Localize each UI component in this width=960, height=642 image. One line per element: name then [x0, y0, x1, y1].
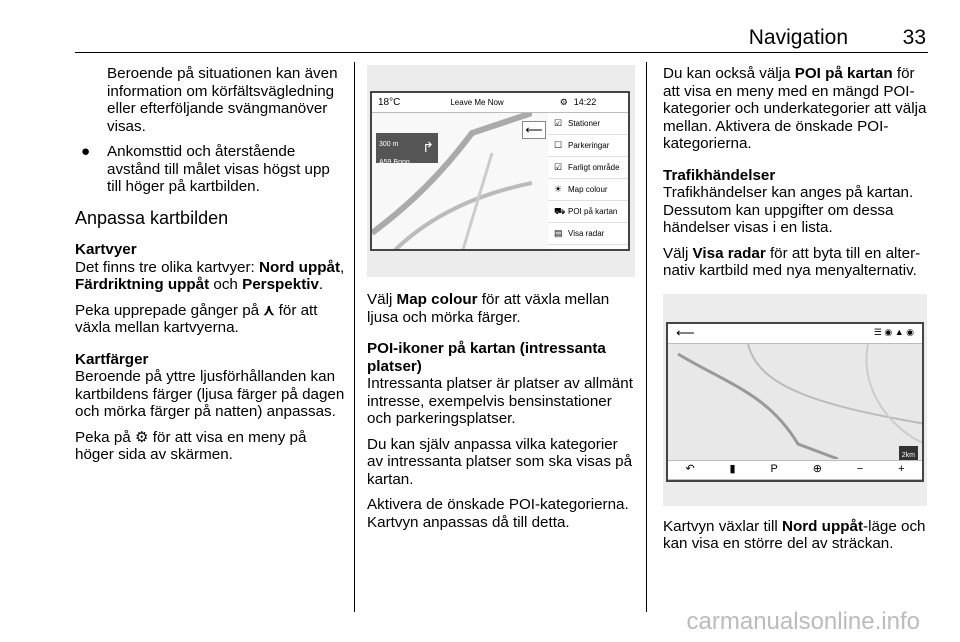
paragraph: Intressanta platser är platser av allmänt intresse, exempelvis bensinstationer och parkeringsplatser.: [367, 375, 633, 427]
parking-button[interactable]: P: [770, 462, 778, 475]
scale-indicator: 2km: [899, 446, 918, 466]
paragraph: [75, 429, 347, 464]
text: för att visa en meny med en mängd POI-kategorier och underkategorier att välja mellan. Aktivera de önskade POI-kategorierna.: [663, 65, 927, 152]
subheading: POI-ikoner på kartan (intressanta platser): [367, 340, 606, 375]
checkbox-icon: ☐: [554, 139, 563, 150]
menu-item-radar[interactable]: [548, 223, 630, 245]
paragraph: [663, 518, 927, 553]
fuel-button[interactable]: ▮: [729, 462, 736, 475]
sun-icon: ☀: [554, 183, 563, 194]
filter-icon[interactable]: ☰ ◉ ▲ ◉: [873, 327, 914, 338]
back-arrow-icon[interactable]: ⟵: [522, 121, 546, 139]
text: för att växla mellan ljusa och mörka färger.: [367, 291, 610, 326]
nav-screen: [370, 91, 630, 251]
emphasis: POI på kartan: [794, 65, 893, 82]
text: Det finns tre olika kartvyer:: [75, 258, 260, 276]
middle-column: [367, 65, 635, 539]
emphasis: Nord uppåt: [259, 258, 341, 276]
paragraph: Beroende på situationen kan även information om körfältsvägledning eller efterföljande svängmanöver visas.: [107, 65, 338, 135]
page-title: Navigation: [748, 26, 848, 49]
menu-item-farligt[interactable]: [548, 157, 630, 179]
text: och: [209, 276, 243, 293]
paragraph: Aktivera de önskade POI-kategorierna. Kartvyn anpassas då till detta.: [367, 496, 629, 531]
emphasis: Nord uppåt: [782, 517, 864, 535]
back-arrow-icon[interactable]: ⟵: [676, 325, 695, 341]
text: Kartvyn växlar till: [663, 517, 783, 535]
bullet-item: [75, 143, 347, 196]
temperature: 18°C: [378, 96, 401, 108]
column-divider: [646, 62, 647, 612]
header-rule: [75, 52, 928, 53]
menu-item-poi[interactable]: [548, 201, 630, 223]
paragraph: [75, 259, 347, 294]
route-name: Leave Me Now: [450, 97, 504, 107]
paragraph: [367, 291, 635, 326]
settings-icon: ⚙: [134, 428, 149, 446]
clock: 14:22: [573, 96, 597, 107]
bottom-toolbar: [668, 460, 922, 480]
text: .: [318, 276, 324, 293]
status-bar: [372, 93, 628, 113]
gear-icon[interactable]: ⚙: [559, 96, 568, 107]
emphasis: Visa radar: [692, 244, 766, 262]
emphasis: Färdriktning uppåt: [75, 276, 210, 293]
turn-distance: 300 m: [379, 141, 399, 148]
paragraph: Du kan själv anpassa vilka kategorier av intressanta platser som ska visas på kartan.: [367, 435, 633, 488]
menu-label: Farligt område: [568, 162, 620, 172]
page-number: 33: [902, 26, 926, 49]
figure-radar-map: [663, 294, 927, 506]
subheading: Kartfärger: [75, 350, 149, 368]
right-column: [663, 65, 927, 561]
paragraph: [75, 302, 347, 337]
check-icon: ☑: [554, 117, 563, 128]
locate-button[interactable]: ⊕: [812, 462, 822, 475]
text: -läge och kan visa en större del av sträckan.: [663, 517, 926, 552]
menu-item-map-colour[interactable]: [548, 179, 630, 201]
turn-instruction: [376, 133, 438, 166]
emphasis: Perspektiv: [242, 276, 319, 293]
menu-label: Stationer: [568, 118, 601, 128]
top-bar: [668, 324, 922, 344]
subheading: Trafikhändelser: [663, 166, 776, 184]
watermark: carmanualsonline.info: [686, 608, 920, 635]
radar-icon: ▤: [554, 227, 563, 238]
text: för att växla mellan kartvyerna.: [75, 301, 318, 336]
undo-button[interactable]: ↶: [685, 462, 695, 475]
radar-map-view[interactable]: [668, 344, 924, 459]
paragraph: [663, 65, 927, 153]
paragraph: [663, 245, 927, 280]
nav-screen-radar: [666, 322, 924, 482]
turn-right-icon: ↱: [422, 139, 434, 155]
paragraph: Trafikhändelser kan anges på kartan. Dessutom kan uppgifter om dessa händelser visas i en lista.: [663, 184, 914, 236]
menu-label: POI på kartan: [568, 206, 618, 216]
check-icon: ☑: [554, 161, 563, 172]
poi-menu: [548, 113, 630, 251]
zoom-in-button[interactable]: +: [898, 462, 905, 475]
bullet-text: Ankomsttid och återstående avstånd till målet visas högst upp till höger på kartbilden.: [107, 143, 330, 195]
text: Välj: [663, 244, 693, 262]
section-title: Anpassa kartbilden: [75, 207, 229, 228]
text: för att byta till en alternativ kartbild med nya menyalternativ.: [663, 244, 921, 279]
emphasis: Map colour: [396, 291, 478, 308]
subheading: Kartvyer: [75, 241, 137, 258]
view-toggle-icon: ⋏: [263, 301, 275, 319]
page-header: [75, 26, 928, 52]
menu-item-parkeringar[interactable]: [548, 135, 630, 157]
figure-map-menu: [367, 65, 635, 277]
text: Du kan också välja: [663, 65, 795, 82]
text: Peka upprepade gånger på: [75, 301, 264, 319]
poi-icon: ⛟: [554, 205, 566, 216]
bullet-icon: ●: [81, 143, 91, 160]
column-divider: [354, 62, 355, 612]
menu-label: Visa radar: [568, 228, 605, 238]
text: Peka på: [75, 428, 135, 446]
zoom-out-button[interactable]: −: [856, 462, 864, 475]
paragraph: Beroende på yttre ljusförhållanden kan kartbildens färger (ljusa färger på dagen och mörka färger på natten) anpassas.: [75, 368, 345, 420]
menu-item-stationer[interactable]: [548, 113, 630, 135]
text: för att visa en meny på höger sida av skärmen.: [75, 428, 307, 463]
text: Välj: [367, 291, 397, 308]
menu-label: Parkeringar: [568, 140, 610, 150]
left-column: [75, 65, 347, 472]
turn-road: A59 Bonn: [379, 158, 410, 166]
menu-label: Map colour: [568, 184, 608, 194]
text: ,: [340, 258, 345, 276]
